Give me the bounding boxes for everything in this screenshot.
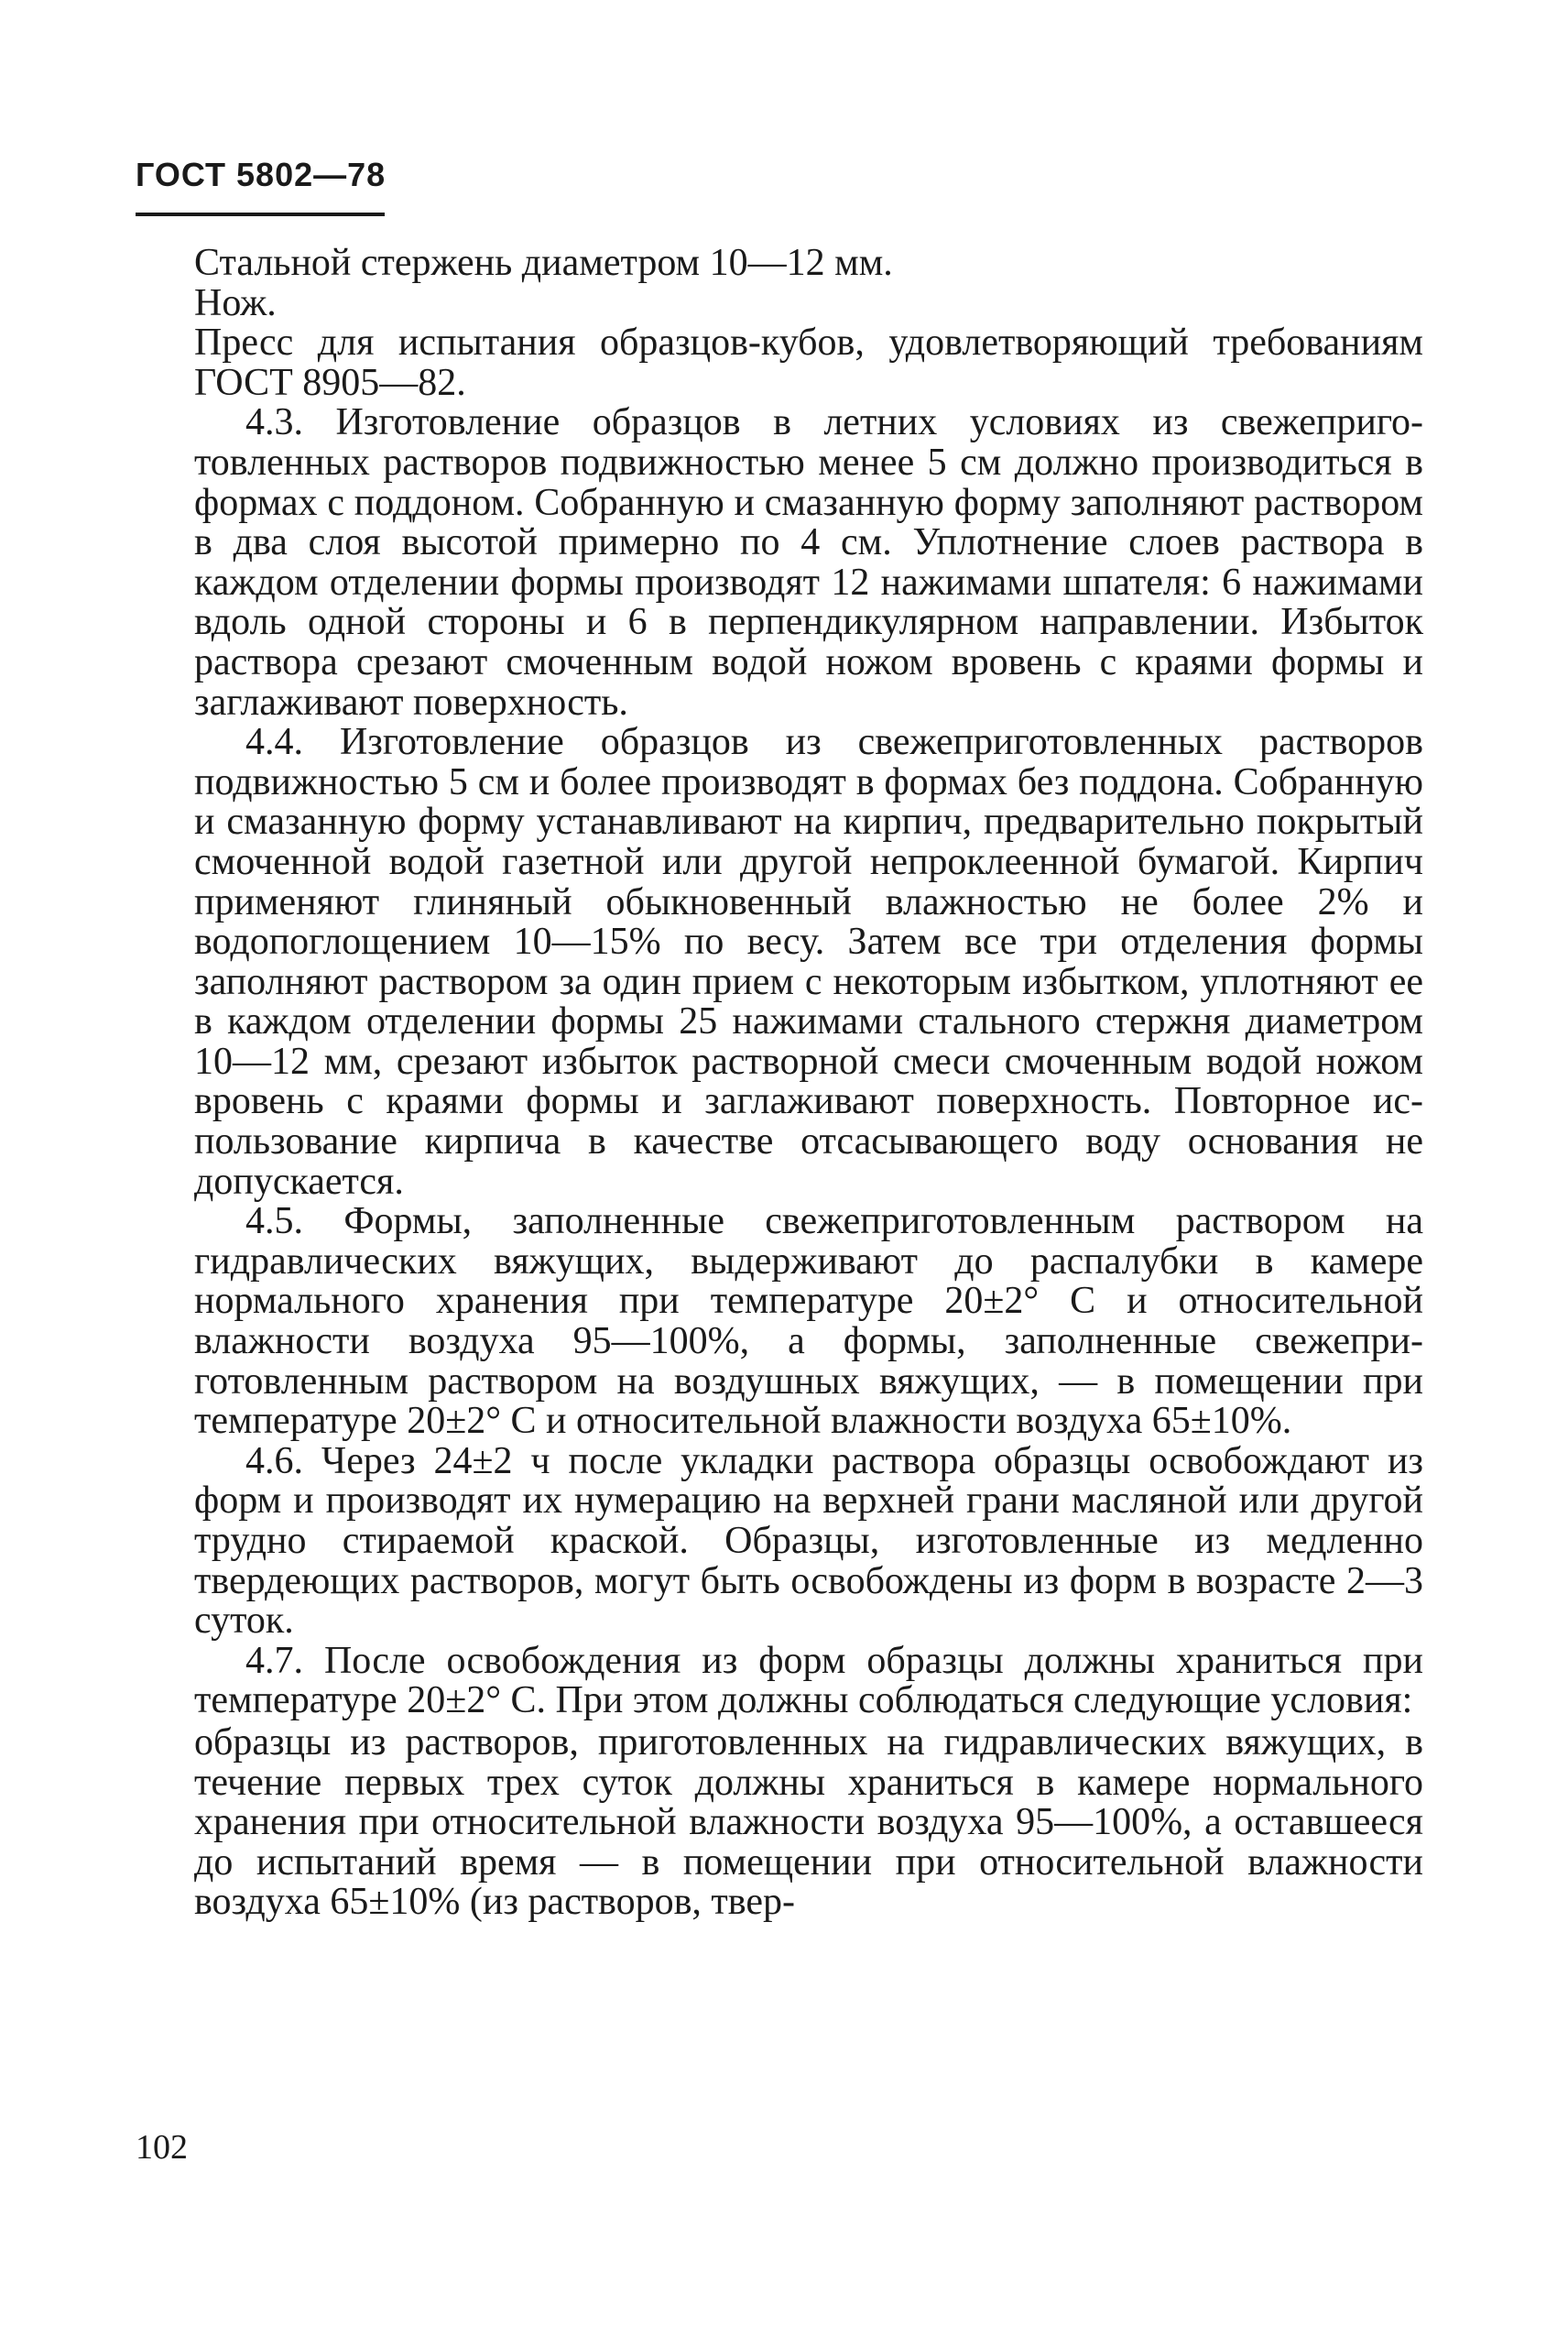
equipment-item-knife: Нож. [194,281,277,324]
standard-code-header: ГОСТ 5802—78 [136,156,387,193]
page-body [194,244,1423,1923]
clause-4-3: 4.3. Изготовление образцов в летних условиях из свежеприготовленных растворов подвижностью менее 5 см должно производиться в формах с поддоном. Собранную и смазанную форму заполняют раствором в два слоя высотой примерно по 4 см. Уплотнение слоев раствора в каждом отделении формы производят 12 нажимами шпателя: 6 нажимами вдоль одной стороны и 6 в перпендикулярном направлении. Избыток раствора срезают смоченным водой ножом вровень с краями формы и заглаживают поверхность. [194,401,1423,724]
clause-4-7: 4.7. После освобождения из форм образцы должны храниться при температуре 20±2° С. При этом должны соблюдаться следующие условия: [194,1639,1423,1722]
clause-4-5: 4.5. Формы, заполненные свежеприготовленным раствором на гидравлических вяжущих, выдерживают до распалубки в камере нормального хранения при температуре 20±2° С и относительной влажности воздуха 95—100%, а формы, заполненные свежеприготовленным раствором на воздушных вяжущих, — в помещении при температуре 20±2° С и относительной влажности воздуха 65±10%. [194,1200,1423,1443]
clause-4-6: 4.6. Через 24±2 ч после укладки раствора образцы освобождают из форм и производят их нумерацию на верхней грани масляной или другой трудно стираемой краской. Образцы, изготовленные из медленно твердеющих растворов, могут быть освобождены из форм в возрасте 2—3 суток. [194,1439,1423,1643]
equipment-item-press: Пресс для испытания образцов-кубов, удовлетворяющий требованиям ГОСТ 8905—82. [194,322,1423,404]
header-underline [136,213,385,216]
page-number: 102 [136,2128,188,2167]
clause-4-7-condition: образцы из растворов, приготовленных на гидравлических вяжущих, в течение первых трех суток должны храниться в камере нормального хранения при относительной влажности воздуха 95—100%, а оставшееся до испытаний время — в помещении при относительной влажности воздуха 65±10% (из растворов, твер- [194,1720,1423,1924]
equipment-item-rod: Стальной стержень диаметром 10—12 мм. [194,242,893,284]
clause-4-4: 4.4. Изготовление образцов из свежеприготовленных растворов подвижностью 5 см и более производят в формах без поддона. Собранную и смазанную форму устанавливают на кирпич, предварительно покрытый смоченной водой газетной или другой непроклеенной бумагой. Кирпич применяют глиняный обыкновенный влажностью не более 2% и водопоглощением 10—15% по весу. Затем все три отделения формы заполняют раствором за один прием с некоторым избытком, уплотняют ее в каждом отделении формы 25 нажимами стального стержня диаметром 10—12 мм, срезают избыток растворной смеси смоченным водой ножом вровень с краями формы и заглаживают поверхность. Повторное использование кирпича в качестве отсасывающего воду основания не допускается. [194,721,1423,1203]
